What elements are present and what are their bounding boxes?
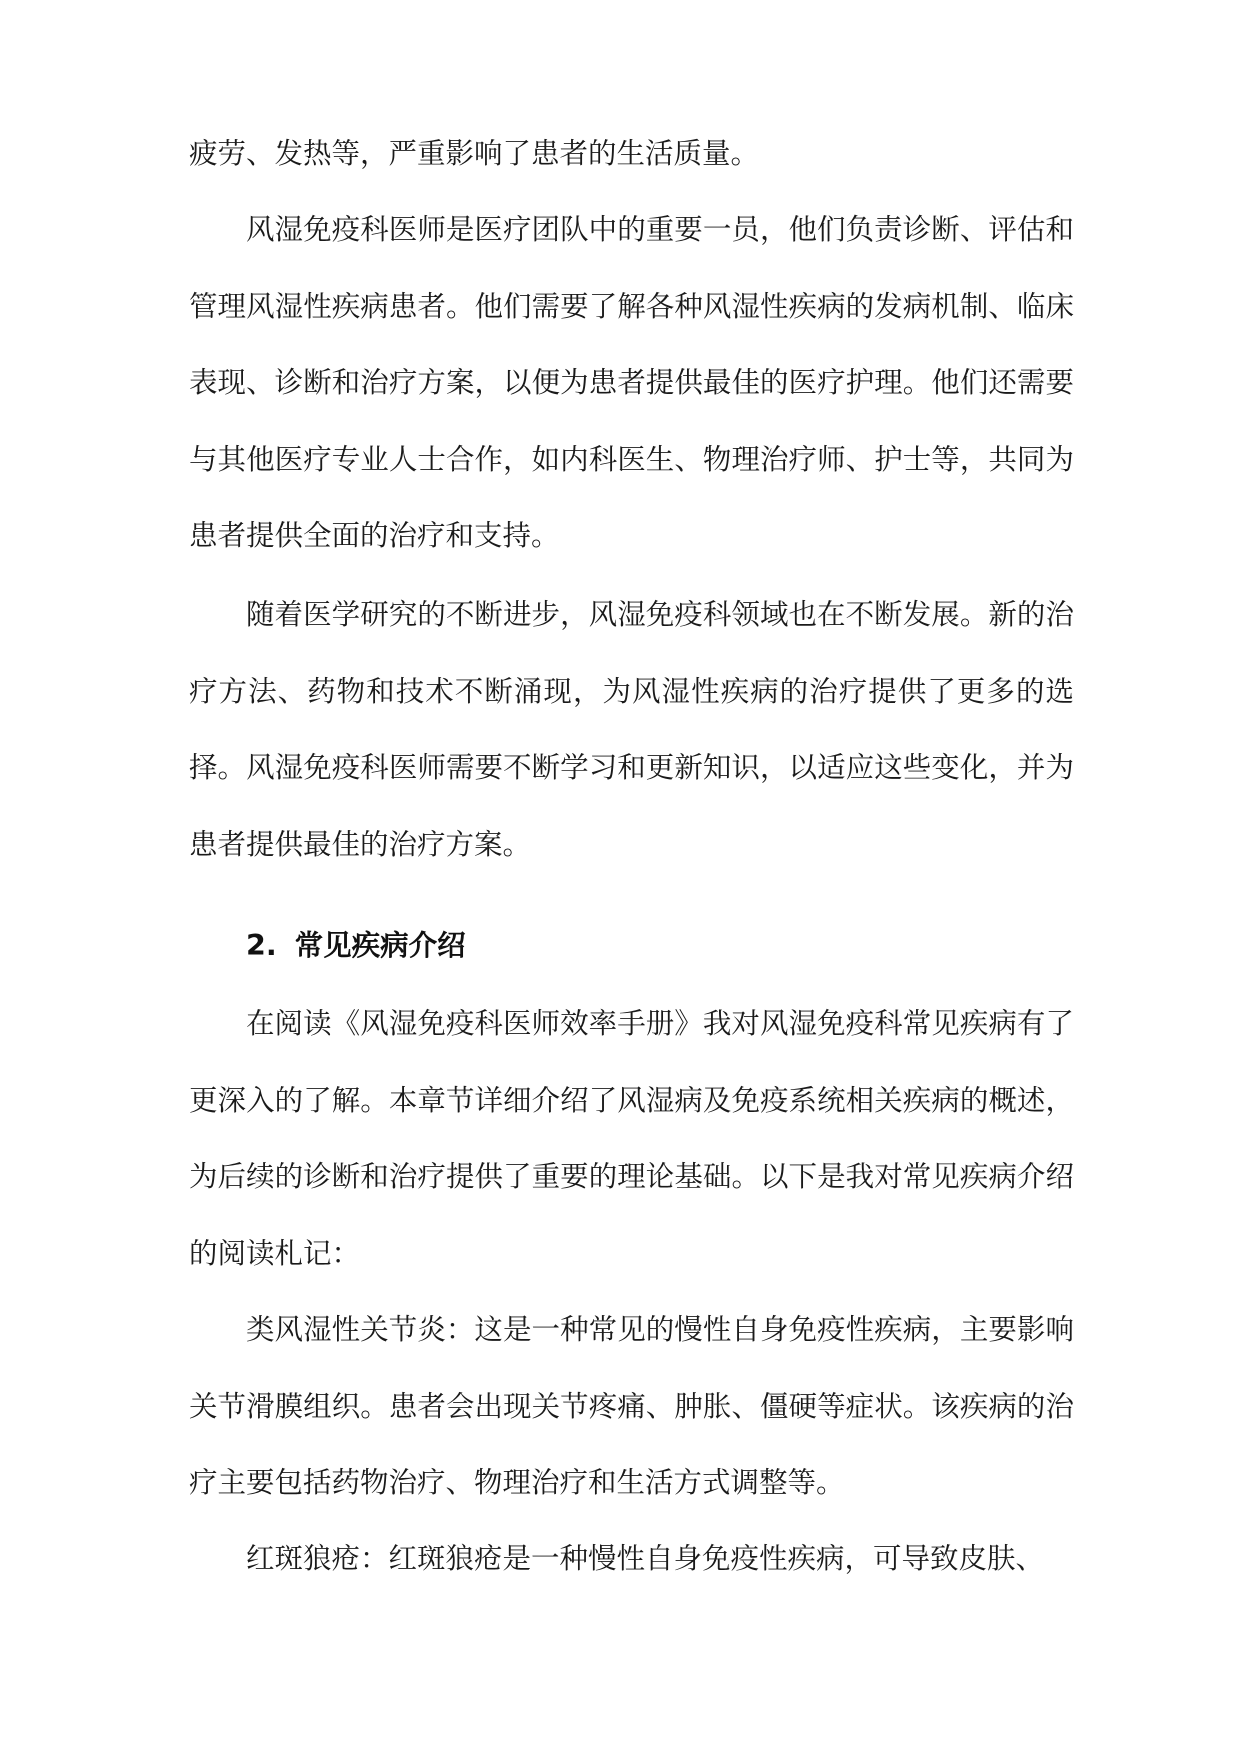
section-title: 常见疾病介绍	[294, 929, 466, 962]
paragraph-rheumatoid-arthritis: 类风湿性关节炎：这是一种常见的慢性自身免疫性疾病，主要影响关节滑膜组织。患者会出现关节疼痛、肿胀、僵硬等症状。该疾病的治疗主要包括药物治疗、物理治疗和生活方式调整等。	[189, 1313, 1074, 1499]
section-heading	[246, 926, 466, 966]
paragraph-rheumatologist-role: 风湿免疫科医师是医疗团队中的重要一员，他们负责诊断、评估和管理风湿性疾病患者。他们需要了解各种风湿性疾病的发病机制、临床表现、诊断和治疗方案，以便为患者提供最佳的医疗护理。他们还需要与其他医疗专业人士合作，如内科医生、物理治疗师、护士等，共同为患者提供全面的治疗和支持。	[189, 213, 1074, 552]
section-number: 2.	[246, 929, 277, 962]
paragraph-lupus: 红斑狼疮：红斑狼疮是一种慢性自身免疫性疾病，可导致皮肤、	[246, 1542, 1045, 1575]
paragraph-field-development: 随着医学研究的不断进步，风湿免疫科领域也在不断发展。新的治疗方法、药物和技术不断涌现，为风湿性疾病的治疗提供了更多的选择。风湿免疫科医师需要不断学习和更新知识，以适应这些变化，并为患者提供最佳的治疗方案。	[189, 598, 1074, 861]
paragraph-reading-notes-intro: 在阅读《风湿免疫科医师效率手册》我对风湿免疫科常见疾病有了更深入的了解。本章节详细介绍了风湿病及免疫系统相关疾病的概述，为后续的诊断和治疗提供了重要的理论基础。以下是我对常见疾病介绍的阅读札记：	[189, 1007, 1074, 1270]
paragraph-continuation: 疲劳、发热等，严重影响了患者的生活质量。	[189, 137, 760, 170]
